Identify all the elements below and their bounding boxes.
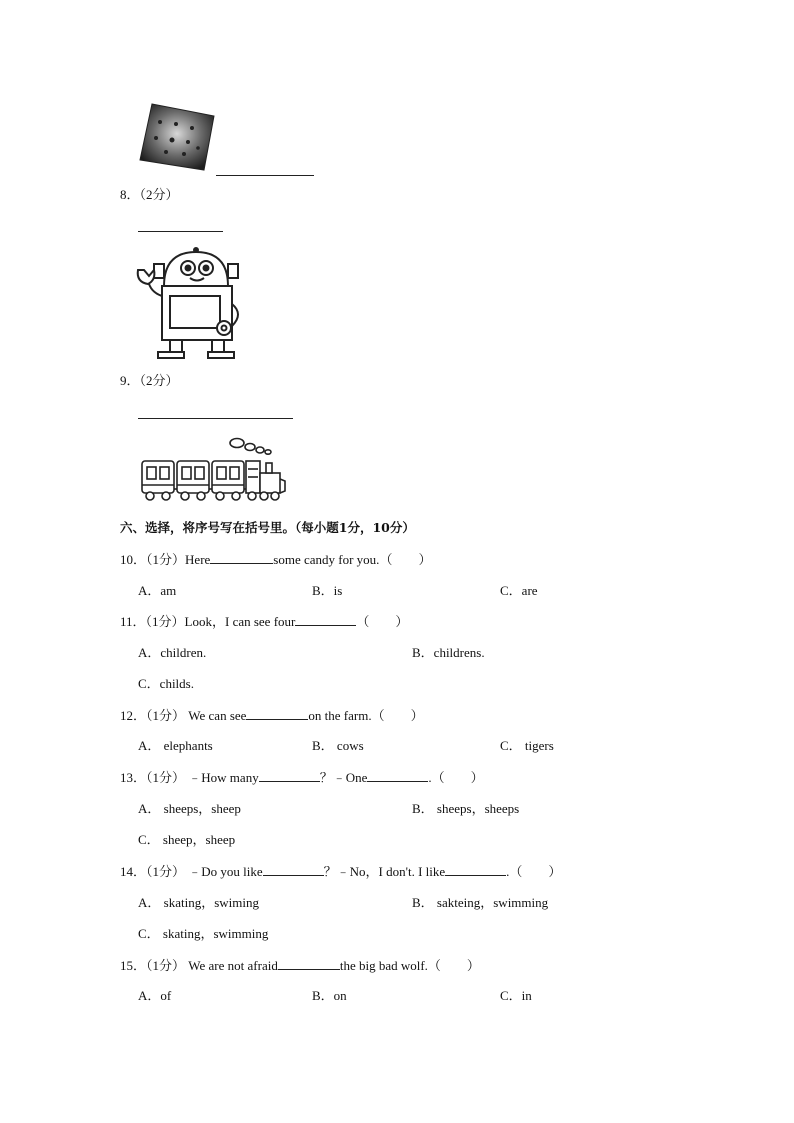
answer-blank[interactable] bbox=[445, 863, 506, 876]
answer-blank[interactable] bbox=[210, 551, 273, 564]
option-14-a[interactable]: A． skating，swiming bbox=[138, 895, 259, 910]
answer-paren[interactable]: （ ） bbox=[356, 614, 409, 629]
option-10-a[interactable]: A．am bbox=[138, 583, 177, 598]
answer-line-8[interactable] bbox=[138, 231, 223, 232]
train-image bbox=[140, 437, 286, 505]
answer-paren[interactable]: （ ） bbox=[427, 958, 480, 973]
answer-paren[interactable]: （ ） bbox=[371, 708, 424, 723]
answer-paren[interactable]: （ ） bbox=[379, 552, 432, 567]
option-12-c[interactable]: C． tigers bbox=[500, 738, 554, 753]
option-13-a[interactable]: A． sheeps，sheep bbox=[138, 801, 241, 816]
answer-blank[interactable] bbox=[367, 769, 428, 782]
option-13-c[interactable]: C． sheep，sheep bbox=[138, 832, 236, 847]
option-11-a[interactable]: A．children. bbox=[138, 645, 207, 660]
option-10-b[interactable]: B．is bbox=[312, 583, 343, 598]
option-15-b[interactable]: B．on bbox=[312, 988, 347, 1003]
question-10: 10．（1分）Here some candy for you.（ ） bbox=[120, 552, 432, 567]
option-14-c[interactable]: C． skating，swimming bbox=[138, 926, 269, 941]
answer-blank[interactable] bbox=[295, 613, 356, 626]
robot-image bbox=[136, 248, 240, 362]
answer-blank[interactable] bbox=[259, 769, 320, 782]
option-12-b[interactable]: B． cows bbox=[312, 738, 364, 753]
option-15-a[interactable]: A．of bbox=[138, 988, 172, 1003]
option-11-b[interactable]: B．childrens. bbox=[412, 645, 485, 660]
answer-blank[interactable] bbox=[263, 863, 324, 876]
question-13: 13．（1分） ﹣How many ？﹣One .（ ） bbox=[120, 770, 484, 785]
cracker-image bbox=[138, 102, 218, 172]
q9-label: 9．（2分） bbox=[120, 373, 179, 388]
option-12-a[interactable]: A． elephants bbox=[138, 738, 213, 753]
question-15: 15．（1分） We are not afraid the big bad wolf.（ ） bbox=[120, 958, 480, 973]
option-10-c[interactable]: C．are bbox=[500, 583, 538, 598]
option-14-b[interactable]: B． sakteing，swimming bbox=[412, 895, 549, 910]
q8-label: 8．（2分） bbox=[120, 187, 179, 202]
option-15-c[interactable]: C．in bbox=[500, 988, 532, 1003]
question-14: 14．（1分） ﹣Do you like ？﹣No，I don't. I like .（ ） bbox=[120, 864, 562, 879]
answer-paren[interactable]: （ ） bbox=[431, 770, 484, 785]
answer-line-9[interactable] bbox=[138, 418, 293, 419]
answer-blank[interactable] bbox=[278, 957, 340, 970]
section-6-title: 六、选择，将序号写在括号里。（每小题1分，10分） bbox=[120, 520, 415, 535]
question-12: 12．（1分） We can see on the farm.（ ） bbox=[120, 708, 424, 723]
answer-blank[interactable] bbox=[246, 707, 308, 720]
option-11-c[interactable]: C．childs. bbox=[138, 676, 194, 691]
answer-line-7[interactable] bbox=[216, 175, 314, 176]
answer-paren[interactable]: （ ） bbox=[509, 864, 562, 879]
option-13-b[interactable]: B． sheeps，sheeps bbox=[412, 801, 520, 816]
question-11: 11．（1分）Look，I can see four （ ） bbox=[120, 614, 409, 629]
